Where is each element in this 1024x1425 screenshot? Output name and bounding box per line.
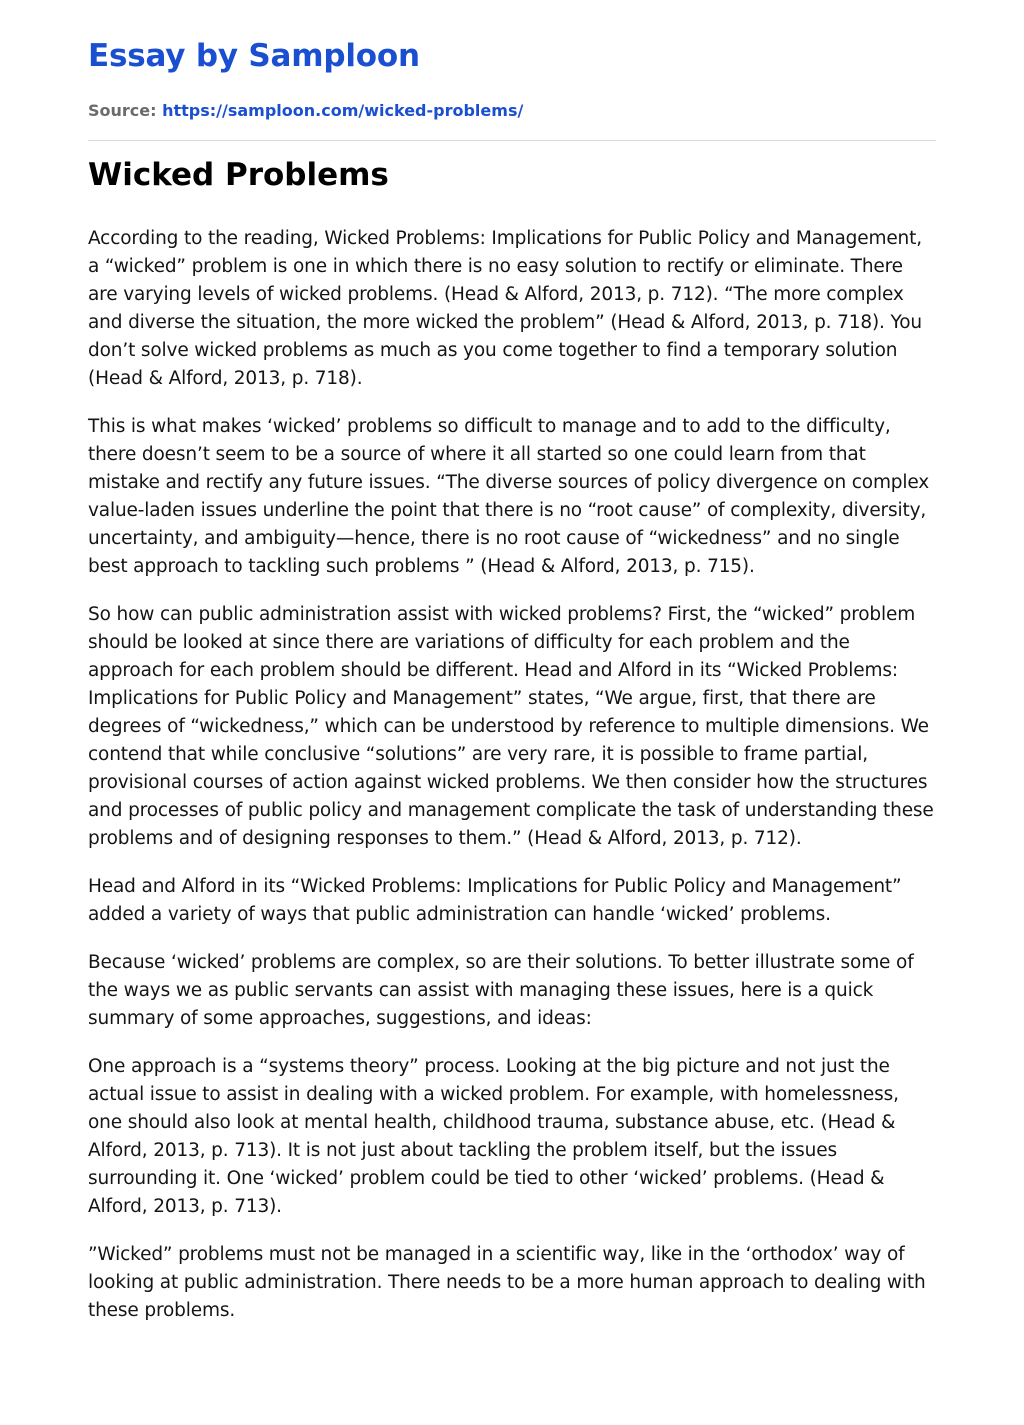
paragraph: ”Wicked” problems must not be managed in a scientific way, like in the ‘orthodox’ way of looking at public administration. There needs to be a more human approach to dealing with these problems. bbox=[88, 1244, 926, 1321]
article-title: Wicked Problems bbox=[88, 157, 389, 193]
paragraph: According to the reading, Wicked Problems: Implications for Public Policy and Management, a “wicked” problem is one in which there is no easy solution to rectify or eliminate. There are varying levels of wicked problems. (Head & Alford, 2013, p. 712). “The more complex and diverse the situation, the more wicked the problem” (Head & Alford, 2013, p. 718). You don’t solve wicked problems as much as you come together to find a temporary solution (Head & Alford, 2013, p. 718). bbox=[88, 228, 922, 389]
source-line bbox=[88, 100, 936, 122]
source-label: Source: bbox=[88, 101, 157, 120]
paragraph: Because ‘wicked’ problems are complex, so are their solutions. To better illustrate some of the ways we as public servants can assist with managing these issues, here is a quick summary of some approaches, suggestions, and ideas: bbox=[88, 952, 914, 1029]
brand-title: Essay by Samploon bbox=[88, 38, 420, 74]
article-body bbox=[88, 225, 936, 1325]
paragraph: One approach is a “systems theory” process. Looking at the big picture and not just the actual issue to assist in dealing with a wicked problem. For example, with homelessness, one should also look at mental health, childhood trauma, substance abuse, etc. (Head & Alford, 2013, p. 713). It is not just about tackling the problem itself, but the issues surrounding it. One ‘wicked’ problem could be tied to other ‘wicked’ problems. (Head & Alford, 2013, p. 713). bbox=[88, 1056, 899, 1217]
source-link[interactable]: https://samploon.com/wicked-problems/ bbox=[162, 101, 524, 120]
paragraph: So how can public administration assist with wicked problems? First, the “wicked” problem should be looked at since there are variations of difficulty for each problem and the approach for each problem should be different. Head and Alford in its “Wicked Problems: Implications for Public Policy and Management” states, “We argue, first, that there are degrees of “wickedness,” which can be understood by reference to multiple dimensions. We contend that while conclusive “solutions” are very rare, it is possible to frame partial, provisional courses of action against wicked problems. We then consider how the structures and processes of public policy and management complicate the task of understanding these problems and of designing responses to them.” (Head & Alford, 2013, p. 712). bbox=[88, 604, 934, 849]
paragraph: This is what makes ‘wicked’ problems so difficult to manage and to add to the difficulty, there doesn’t seem to be a source of where it all started so one could learn from that mistake and rectify any future issues. “The diverse sources of policy divergence on complex value-laden issues underline the point that there is no “root cause” of complexity, diversity, uncertainty, and ambiguity—hence, there is no root cause of “wickedness” and no single best approach to tackling such problems ” (Head & Alford, 2013, p. 715). bbox=[88, 416, 930, 577]
header-divider bbox=[88, 140, 936, 141]
paragraph: Head and Alford in its “Wicked Problems: Implications for Public Policy and Management” added a variety of ways that public administration can handle ‘wicked’ problems. bbox=[88, 876, 902, 925]
